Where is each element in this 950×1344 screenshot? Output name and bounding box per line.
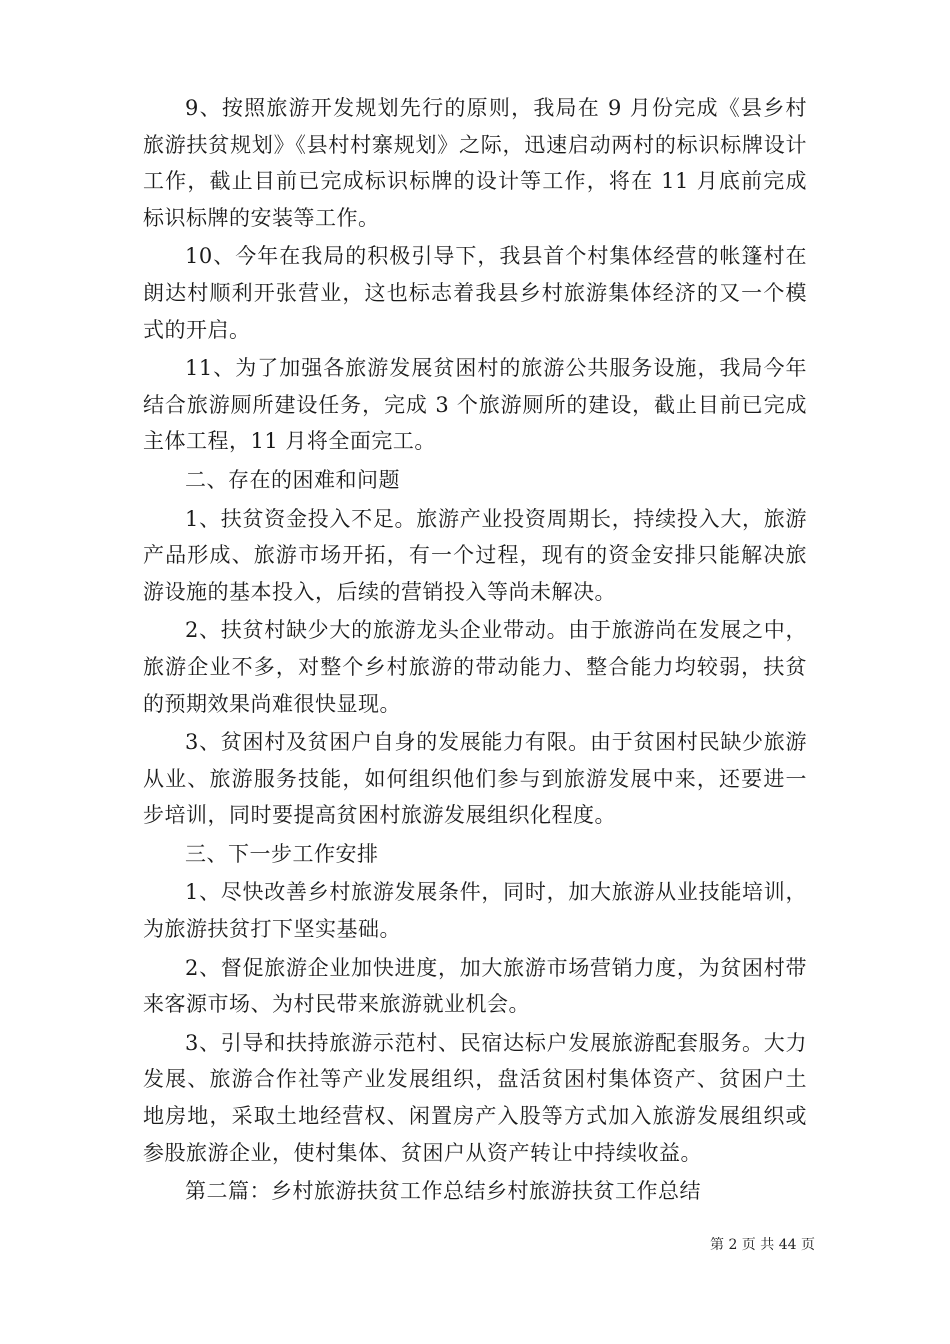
paragraph-problem-2: 2、扶贫村缺少大的旅游龙头企业带动。由于旅游尚在发展之中，旅游企业不多，对整个乡村旅游的带动能力、整合能力均较弱，扶贫的预期效果尚难很快显现。: [143, 618, 807, 716]
paragraph-plan-2: 2、督促旅游企业加快进度，加大旅游市场营销力度，为贫困村带来客源市场、为村民带来旅游就业机会。: [143, 955, 807, 1017]
paragraph-plan-3: 3、引导和扶持旅游示范村、民宿达标户发展旅游配套服务。大力发展、旅游合作社等产业发展组织，盘活贫困村集体资产、贫困户土地房地，采取土地经营权、闲置房产入股等方式加入旅游发展组织或参股旅游企业，使村集体、贫困户从资产转让中持续收益。: [143, 1030, 807, 1165]
paragraph-item-9: 9、按照旅游开发规划先行的原则，我局在 9 月份完成《县乡村旅游扶贫规划》《县村村寨规划》之际，迅速启动两村的标识标牌设计工作，截止目前已完成标识标牌的设计等工作，将在 11 月底前完成标识标牌的安装等工作。: [143, 96, 807, 230]
section-heading-part-two: 第二篇：乡村旅游扶贫工作总结乡村旅游扶贫工作总结: [185, 1179, 701, 1204]
paragraph-problem-3: 3、贫困村及贫困户自身的发展能力有限。由于贫困村民缺少旅游从业、旅游服务技能，如何组织他们参与到旅游发展中来，还要进一步培训，同时要提高贫困村旅游发展组织化程度。: [143, 730, 807, 828]
document-body: [143, 90, 807, 1212]
paragraph-item-10: 10、今年在我局的积极引导下，我县首个村集体经营的帐篷村在朗达村顺利开张营业，这也标志着我县乡村旅游集体经济的又一个模式的开启。: [143, 244, 807, 342]
paragraph-problem-1: 1、扶贫资金投入不足。旅游产业投资周期长，持续投入大，旅游产品形成、旅游市场开拓，有一个过程，现有的资金安排只能解决旅游设施的基本投入，后续的营销投入等尚未解决。: [143, 506, 807, 604]
paragraph-plan-1: 1、尽快改善乡村旅游发展条件，同时，加大旅游从业技能培训，为旅游扶贫打下坚实基础。: [143, 880, 807, 942]
page-number: 第 2 页 共 44 页: [710, 1237, 815, 1253]
paragraph-item-11: 11、为了加强各旅游发展贫困村的旅游公共服务设施，我局今年结合旅游厕所建设任务，完成 3 个旅游厕所的建设，截止目前已完成主体工程，11 月将全面完工。: [143, 356, 807, 454]
section-heading-next-steps: 三、下一步工作安排: [185, 841, 379, 866]
section-heading-problems: 二、存在的困难和问题: [185, 467, 400, 492]
